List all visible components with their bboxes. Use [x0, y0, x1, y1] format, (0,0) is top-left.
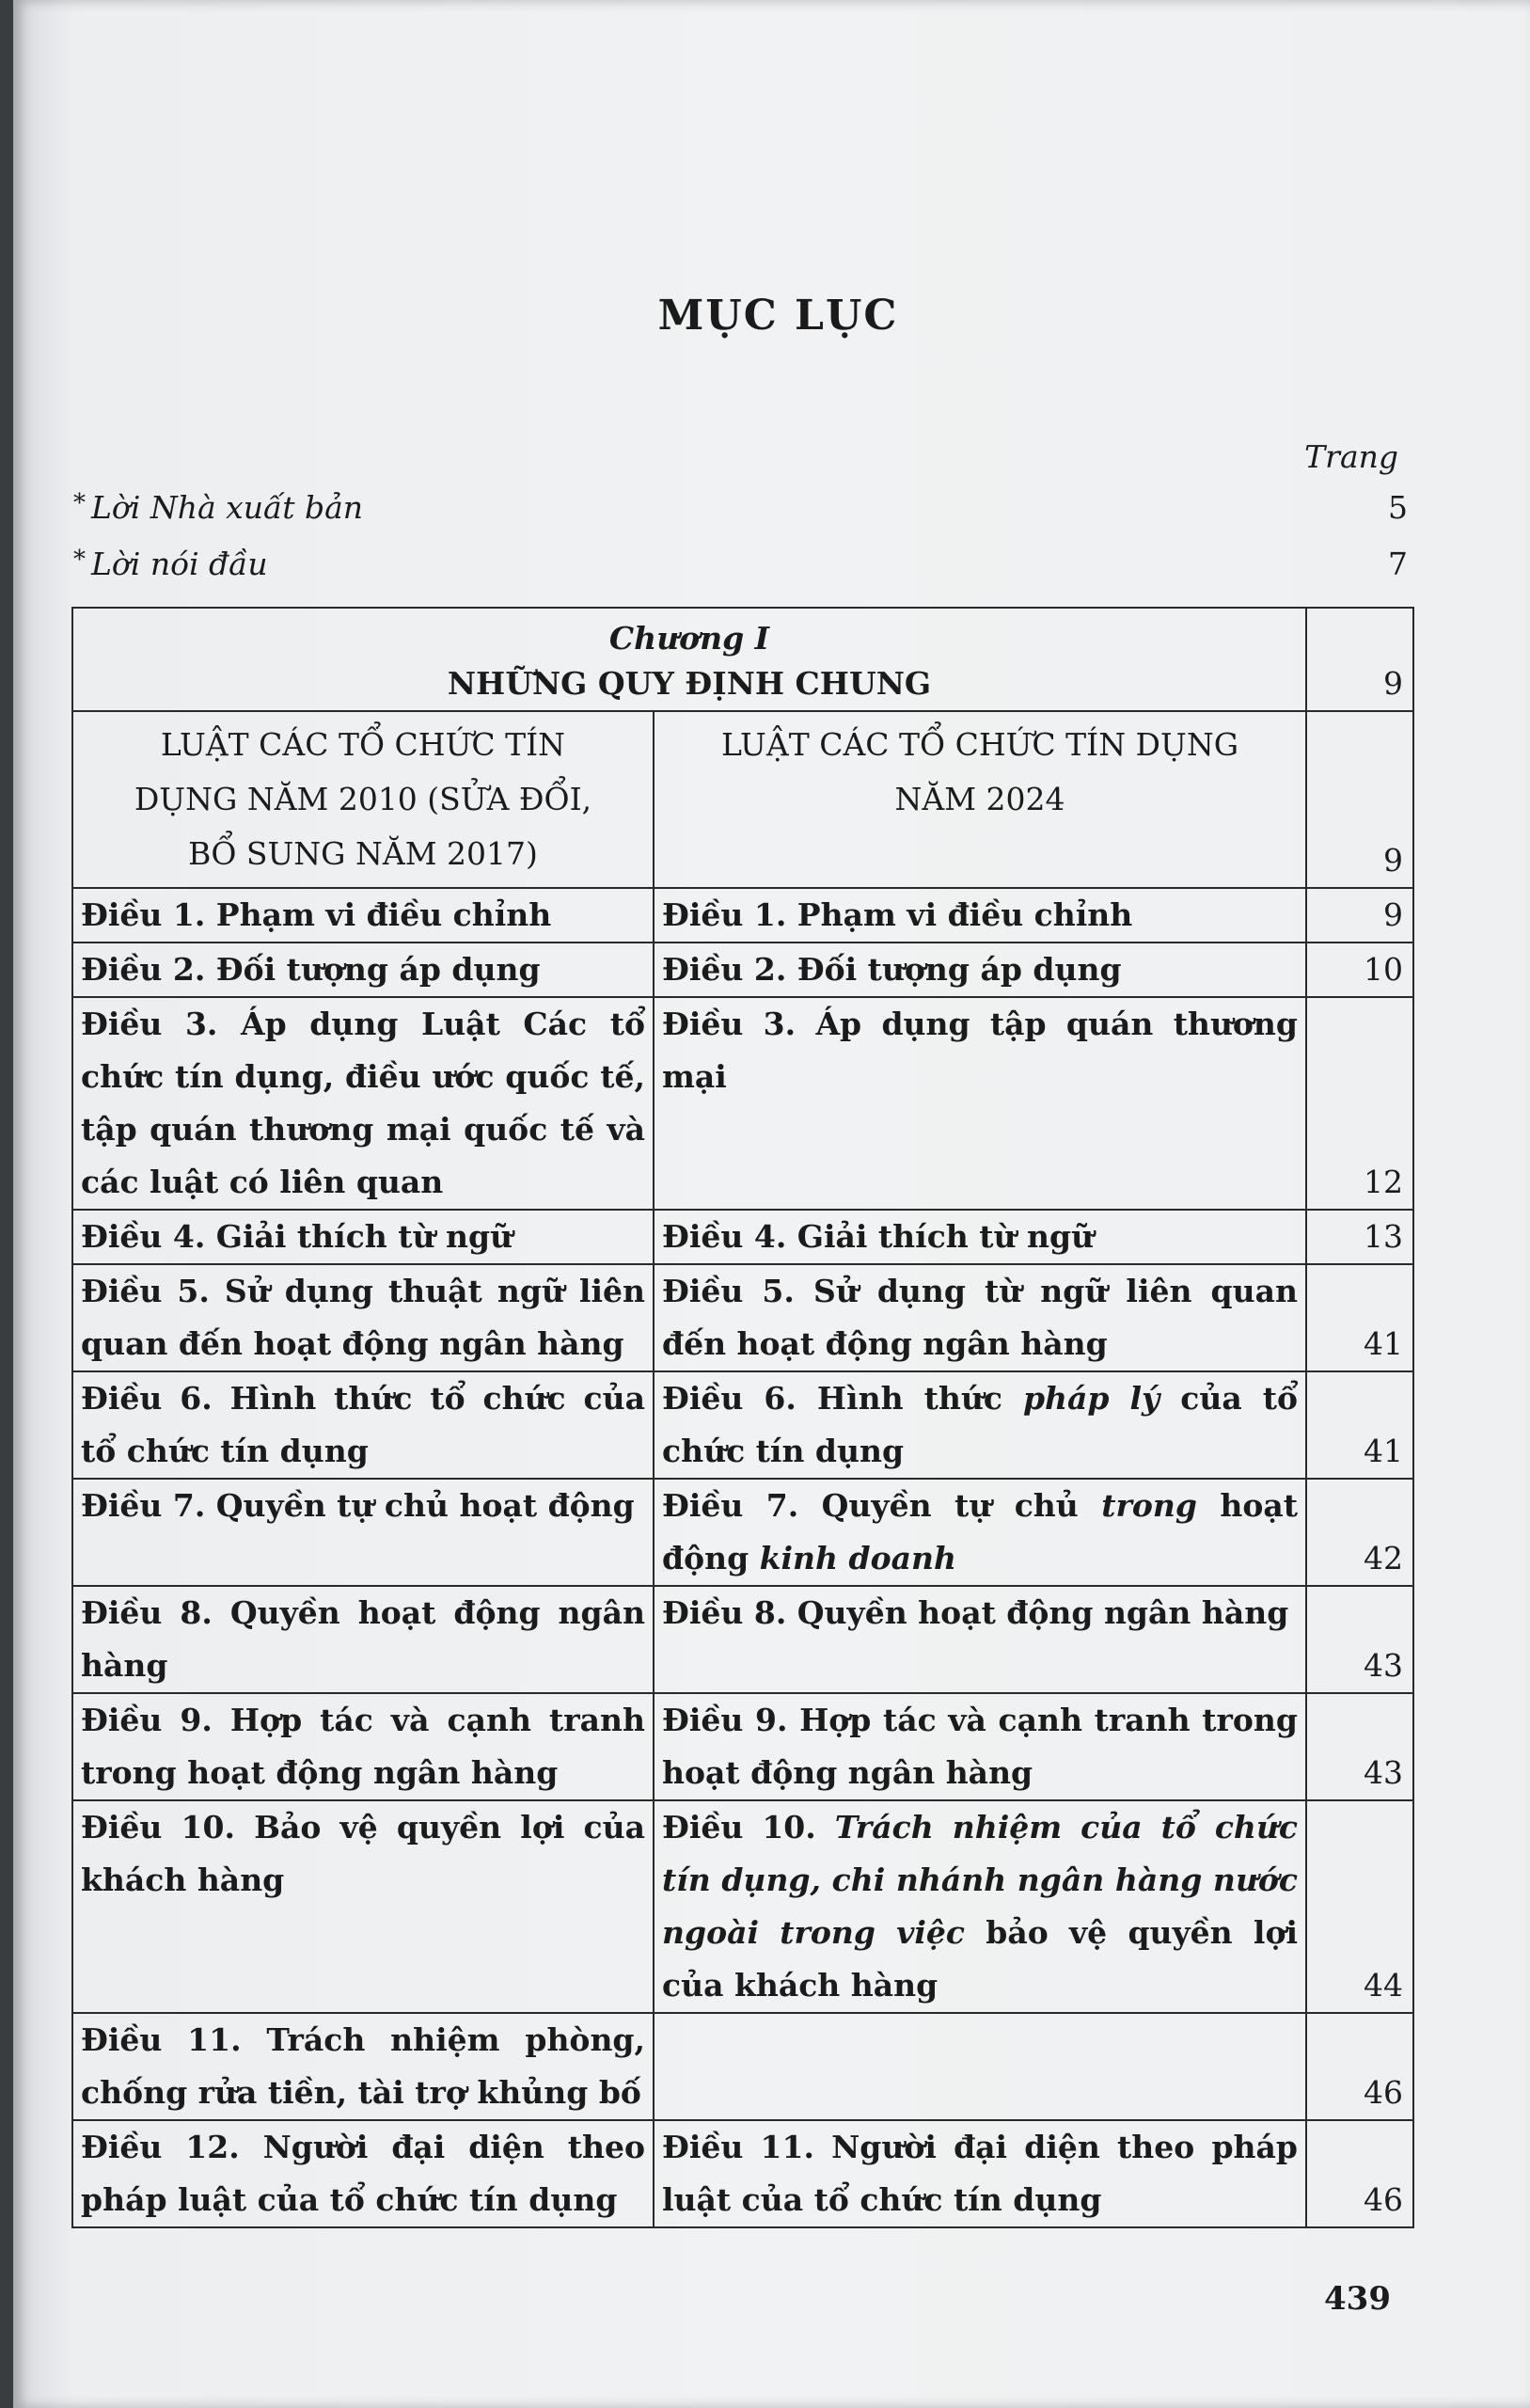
article-new-text: Điều 6. Hình thức	[662, 1380, 1023, 1417]
table-row	[72, 1371, 1413, 1479]
bullet-star-icon: *	[73, 546, 86, 574]
article-new-text: hoạt động	[662, 1487, 1299, 1576]
article-old: Điều 10. Bảo vệ quyền lợi của khách hàng	[72, 1800, 654, 2013]
article-new: Điều 8. Quyền hoạt động ngân hàng	[654, 1586, 1306, 1693]
chapter-page: 9	[1306, 608, 1413, 711]
table-row	[72, 1210, 1413, 1264]
table-row	[72, 997, 1413, 1210]
article-old: Điều 11. Trách nhiệm phòng, chống rửa tiền, tài trợ khủng bố	[72, 2013, 654, 2120]
front-matter-item	[73, 489, 1408, 531]
article-old: Điều 1. Phạm vi điều chỉnh	[72, 888, 654, 943]
article-new	[654, 2013, 1306, 2120]
bullet-star-icon: *	[73, 489, 86, 517]
book-page	[13, 0, 1530, 2408]
article-new	[654, 1371, 1306, 1479]
front-matter-page: 7	[1388, 546, 1408, 582]
article-page: 43	[1306, 1693, 1413, 1800]
table-row	[72, 1800, 1413, 2013]
article-new-amended-text: Trách nhiệm của tổ chức tín dụng, chi nhánh ngân hàng nước ngoài trong việc	[662, 1809, 1299, 1951]
front-matter-page: 5	[1388, 489, 1408, 526]
article-new: Điều 1. Phạm vi điều chỉnh	[654, 888, 1306, 943]
header-col1: LUẬT CÁC TỔ CHỨC TÍN DỤNG NĂM 2010 (SỬA ĐỔI, BỔ SUNG NĂM 2017)	[72, 711, 654, 888]
table-row	[72, 2013, 1413, 2120]
article-new: Điều 5. Sử dụng từ ngữ liên quan đến hoạt động ngân hàng	[654, 1264, 1306, 1371]
article-new-amended-text: kinh doanh	[759, 1540, 956, 1576]
article-new: Điều 9. Hợp tác và cạnh tranh trong hoạt động ngân hàng	[654, 1693, 1306, 1800]
article-page: 12	[1306, 997, 1413, 1210]
article-new-text: của tổ chức tín dụng	[662, 1380, 1298, 1469]
table-row	[72, 1479, 1413, 1586]
toc-table	[71, 607, 1414, 2228]
table-row	[72, 888, 1413, 943]
front-matter-label: Lời Nhà xuất bản	[91, 489, 364, 526]
article-page: 10	[1306, 943, 1413, 997]
article-new-text: Điều 7. Quyền tự chủ	[662, 1487, 1102, 1524]
table-row	[72, 1264, 1413, 1371]
article-new	[654, 1800, 1306, 2013]
chapter-label: Chương I	[608, 620, 770, 657]
table-row	[72, 2120, 1413, 2227]
article-old: Điều 4. Giải thích từ ngữ	[72, 1210, 654, 1264]
article-old: Điều 9. Hợp tác và cạnh tranh trong hoạt động ngân hàng	[72, 1693, 654, 1800]
article-new: Điều 2. Đối tượng áp dụng	[654, 943, 1306, 997]
chapter-row	[72, 608, 1413, 711]
table-row	[72, 1693, 1413, 1800]
front-matter-label: Lời nói đầu	[91, 546, 268, 582]
article-new-text: Điều 10.	[662, 1809, 835, 1846]
header-col2: LUẬT CÁC TỔ CHỨC TÍN DỤNG NĂM 2024	[654, 711, 1306, 888]
article-new-text: bảo vệ quyền lợi của khách hàng	[662, 1914, 1299, 2004]
table-row	[72, 1586, 1413, 1693]
table-row	[72, 943, 1413, 997]
article-page: 46	[1306, 2013, 1413, 2120]
front-matter-item	[73, 546, 1408, 587]
article-new-amended-text: trong	[1101, 1487, 1197, 1524]
article-old: Điều 8. Quyền hoạt động ngân hàng	[72, 1586, 654, 1693]
article-old: Điều 7. Quyền tự chủ hoạt động	[72, 1479, 654, 1586]
article-page: 41	[1306, 1371, 1413, 1479]
header-page: 9	[1306, 711, 1413, 888]
article-new-amended-text: pháp lý	[1022, 1380, 1160, 1417]
article-page: 42	[1306, 1479, 1413, 1586]
page-column-label: Trang	[1304, 438, 1398, 475]
header-row	[72, 711, 1413, 888]
article-old: Điều 5. Sử dụng thuật ngữ liên quan đến hoạt động ngân hàng	[72, 1264, 654, 1371]
article-page: 44	[1306, 1800, 1413, 2013]
article-new: Điều 3. Áp dụng tập quán thương mại	[654, 997, 1306, 1210]
article-page: 43	[1306, 1586, 1413, 1693]
article-old: Điều 3. Áp dụng Luật Các tổ chức tín dụng, điều ước quốc tế, tập quán thương mại quốc tế và các luật có liên quan	[72, 997, 654, 1210]
article-new: Điều 4. Giải thích từ ngữ	[654, 1210, 1306, 1264]
article-page: 46	[1306, 2120, 1413, 2227]
article-new	[654, 1479, 1306, 1586]
article-old: Điều 2. Đối tượng áp dụng	[72, 943, 654, 997]
page-number: 439	[1324, 2280, 1391, 2318]
chapter-cell	[72, 608, 1306, 711]
article-page: 13	[1306, 1210, 1413, 1264]
article-old: Điều 6. Hình thức tổ chức của tổ chức tín dụng	[72, 1371, 654, 1479]
article-page: 41	[1306, 1264, 1413, 1371]
article-new: Điều 11. Người đại diện theo pháp luật của tổ chức tín dụng	[654, 2120, 1306, 2227]
article-old: Điều 12. Người đại diện theo pháp luật của tổ chức tín dụng	[72, 2120, 654, 2227]
page-title: MỤC LỤC	[657, 292, 899, 340]
chapter-name: NHỮNG QUY ĐỊNH CHUNG	[447, 665, 932, 702]
article-page: 9	[1306, 888, 1413, 943]
